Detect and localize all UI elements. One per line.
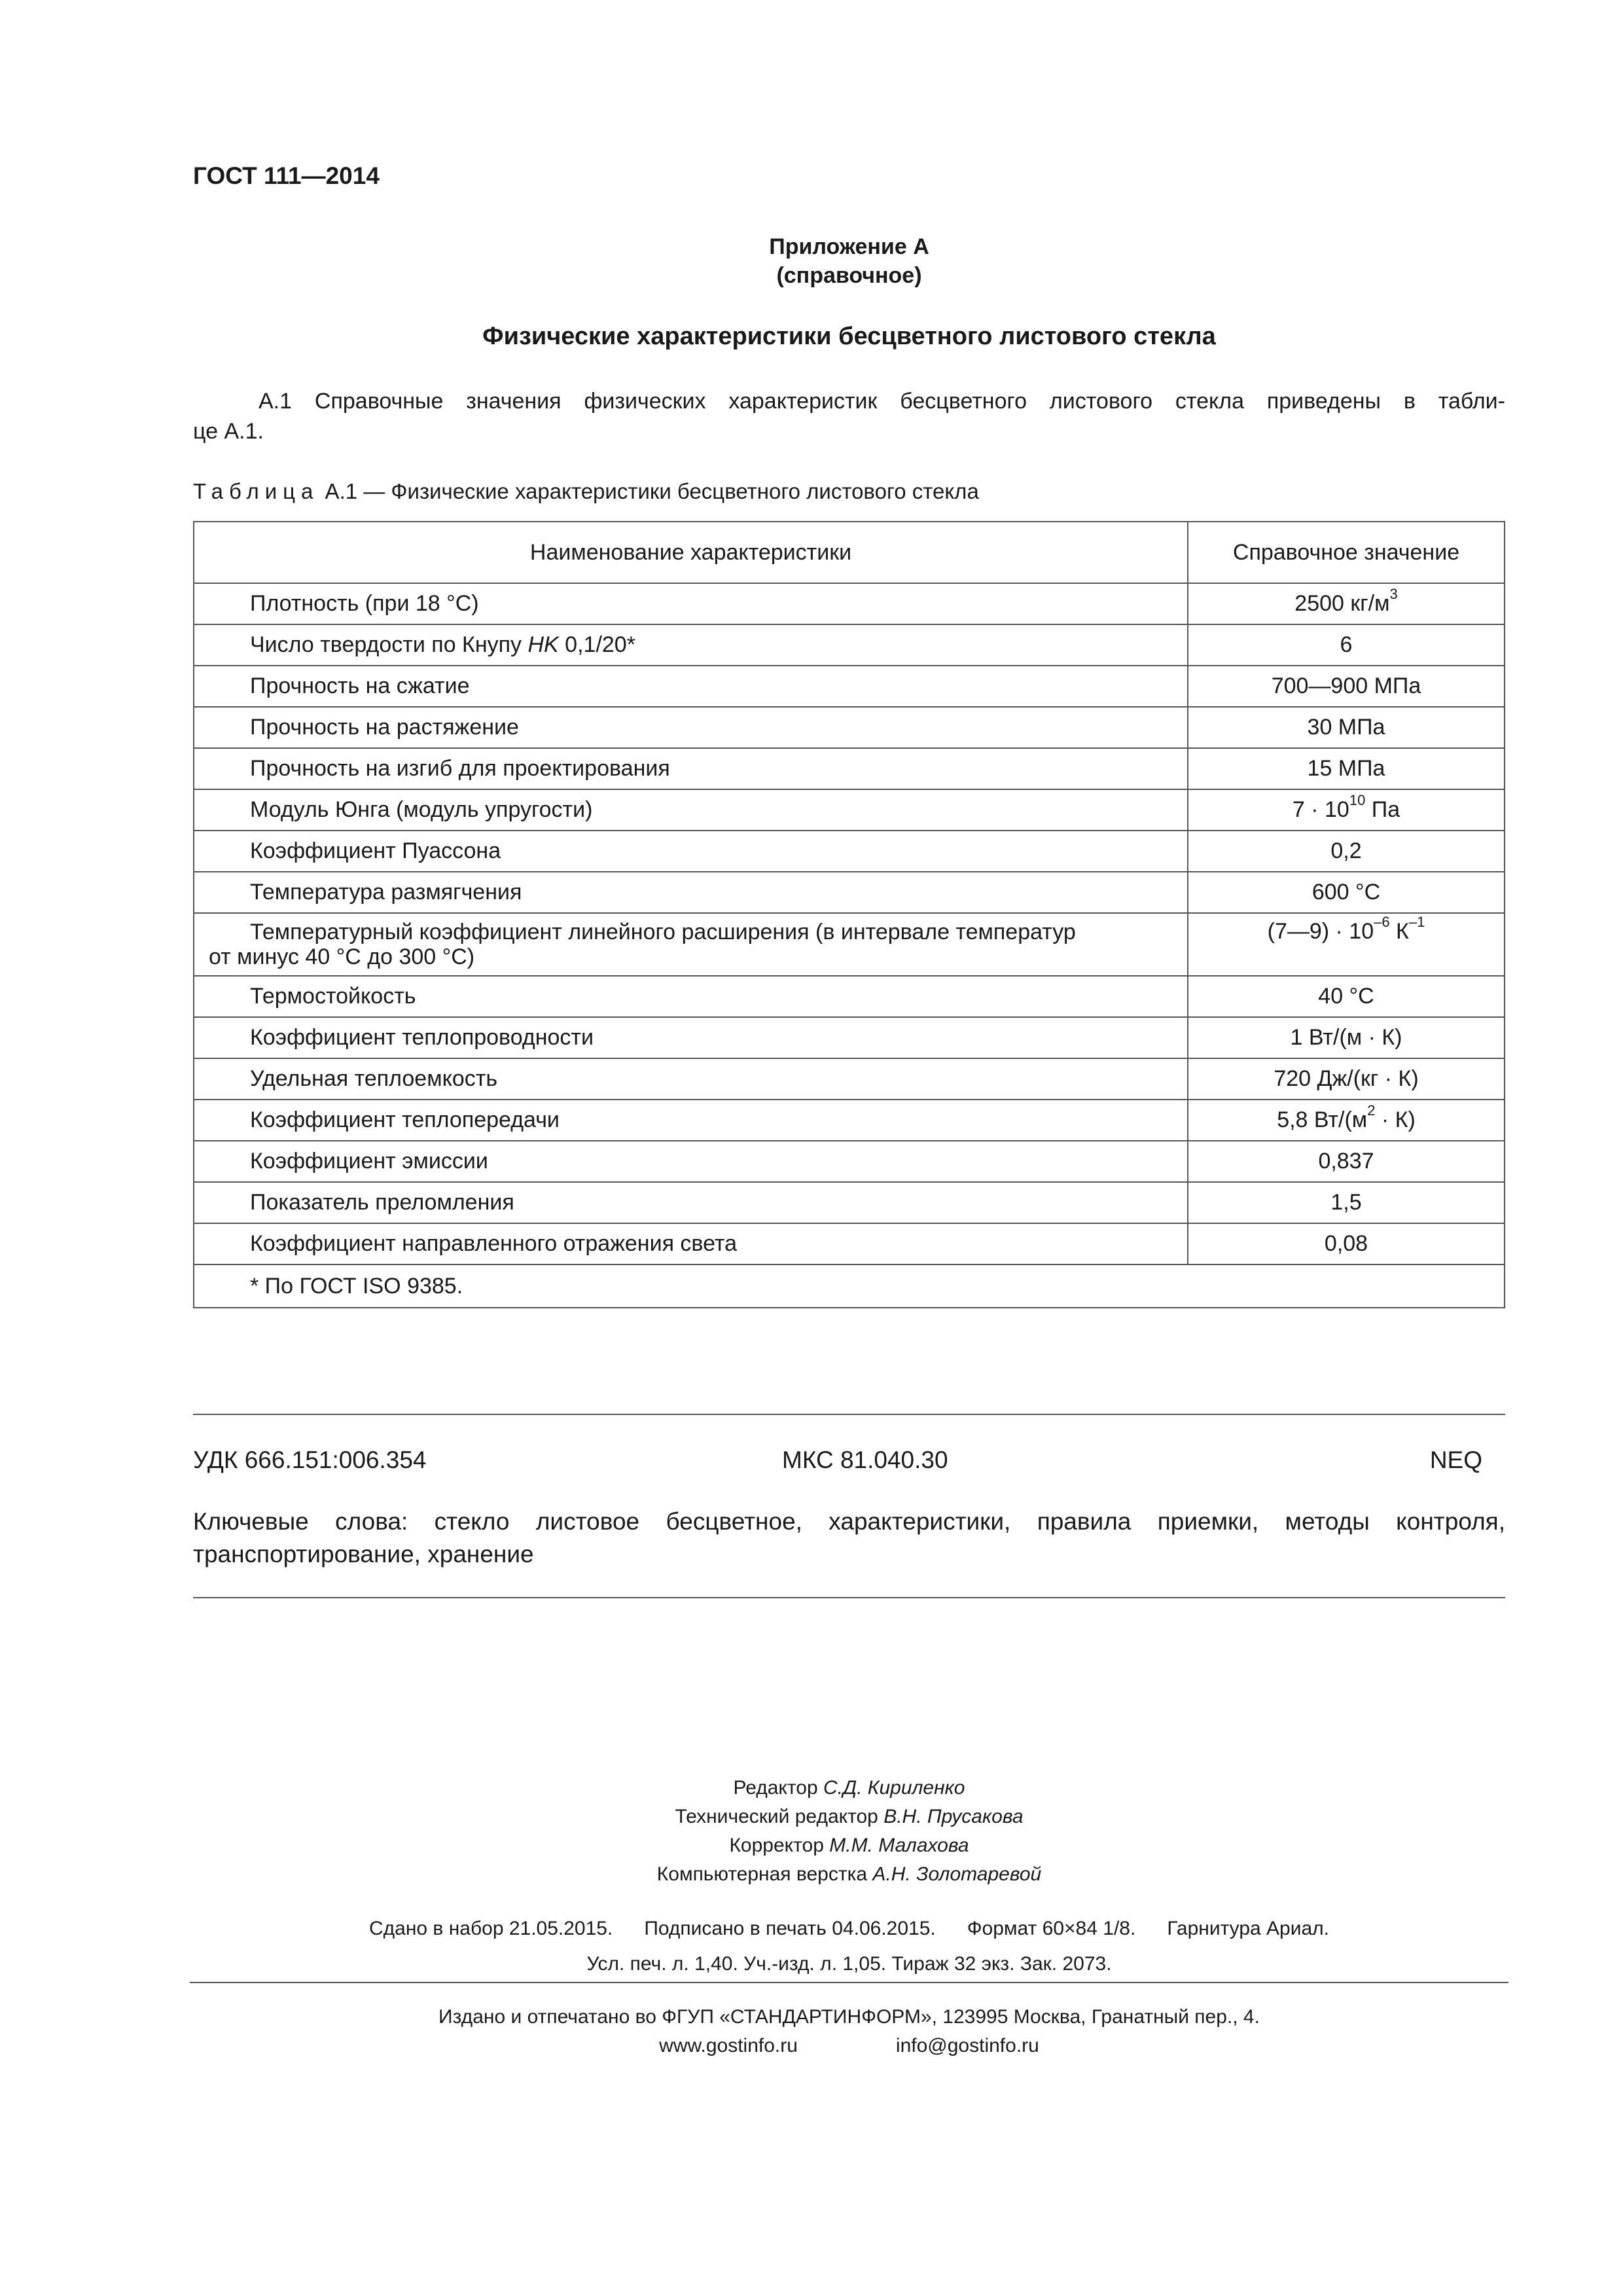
divider-top <box>193 1414 1505 1415</box>
appendix-type: (справочное) <box>776 263 922 288</box>
table-row <box>194 748 1505 789</box>
name-line-2: от минус 40 °С до 300 °С) <box>209 944 475 969</box>
value-unit: Па <box>1365 797 1400 822</box>
credit-name: А.Н. Золотаревой <box>872 1863 1042 1885</box>
table-row <box>194 1017 1505 1058</box>
website-link[interactable]: www.gostinfo.ru <box>659 2035 798 2056</box>
row-name: Температура размягчения <box>194 872 1188 913</box>
row-name: Показатель преломления <box>194 1182 1188 1223</box>
header-characteristic: Наименование характеристики <box>194 522 1188 583</box>
table-row <box>194 1141 1505 1182</box>
credit-role: Компьютерная верстка <box>656 1863 873 1885</box>
document-code: ГОСТ 111—2014 <box>193 162 380 189</box>
row-value: 0,2 <box>1188 831 1505 872</box>
table-footnote-row <box>194 1265 1505 1308</box>
table-caption-text: А.1 — Физические характеристики бесцветного листового стекла <box>319 479 979 503</box>
value-text: (7—9) · 10 <box>1267 919 1374 944</box>
properties-table <box>193 521 1505 1308</box>
row-name: Прочность на сжатие <box>194 666 1188 707</box>
row-name: Плотность (при 18 °С) <box>194 583 1188 624</box>
credit-role: Технический редактор <box>675 1806 884 1827</box>
value-text: 5,8 Вт/(м <box>1277 1107 1368 1132</box>
appendix-heading <box>193 232 1505 290</box>
name-line-1: Температурный коэффициент линейного расширения (в интервале температур <box>250 920 1076 944</box>
submitted-date: Сдано в набор 21.05.2015. <box>368 1918 613 1939</box>
row-name: Прочность на растяжение <box>194 707 1188 748</box>
divider-bottom <box>193 1597 1505 1598</box>
credit-line <box>193 1831 1505 1860</box>
credit-line <box>193 1774 1505 1803</box>
row-name: Коэффициент теплопроводности <box>194 1017 1188 1058</box>
value-sup: 2 <box>1367 1102 1376 1119</box>
name-italic: HK <box>527 632 559 657</box>
credit-name: С.Д. Кириленко <box>823 1777 965 1799</box>
row-name: Удельная теплоемкость <box>194 1058 1188 1100</box>
credit-name: В.Н. Прусакова <box>883 1806 1024 1827</box>
row-value <box>1188 789 1505 831</box>
imprint <box>193 1911 1505 1982</box>
appendix-title: Физические характеристики бесцветного листового стекла <box>482 323 1216 350</box>
keywords <box>193 1505 1505 1571</box>
keywords-line-2: транспортирование, хранение <box>193 1541 534 1568</box>
row-value: 40 °С <box>1188 976 1505 1017</box>
value-unit: К <box>1389 919 1409 944</box>
row-value: 700—900 МПа <box>1188 666 1505 707</box>
divider-imprint <box>190 1982 1508 1983</box>
row-name: Термостойкость <box>194 976 1188 1017</box>
row-name <box>194 624 1188 666</box>
typeface: Гарнитура Ариал. <box>1167 1918 1330 1939</box>
row-value: 720 Дж/(кг · К) <box>1188 1058 1505 1100</box>
table-row <box>194 872 1505 913</box>
imprint-line-1: Сдано в набор 21.05.2015. Подписано в печать 04.06.2015. Формат 60×84 1/8. Гарнитура Ариал. <box>368 1918 1330 1939</box>
value-sup: –6 <box>1374 913 1390 930</box>
row-value: 600 °С <box>1188 872 1505 913</box>
name-text: Число твердости по Кнупу <box>250 632 528 657</box>
paragraph-line-1: А.1 Справочные значения физических характеристик бесцветного листового стекла приведены в табли- <box>259 389 1505 414</box>
row-name <box>194 913 1188 976</box>
neq-label: NEQ <box>1429 1446 1482 1473</box>
value-sup: 3 <box>1389 585 1398 602</box>
udk-code: УДК 666.151:006.354 <box>193 1446 427 1473</box>
paragraph-line-2: це А.1. <box>193 419 264 444</box>
keywords-line-1: Ключевые слова: стекло листовое бесцветное, характеристики, правила приемки, методы контроля, <box>193 1508 1505 1535</box>
publisher-info <box>193 2003 1505 2060</box>
row-value: 0,837 <box>1188 1141 1505 1182</box>
table-row <box>194 976 1505 1017</box>
header-value: Справочное значение <box>1188 522 1505 583</box>
row-value: 30 МПа <box>1188 707 1505 748</box>
value-text: 7 · 10 <box>1292 797 1349 822</box>
table-row <box>194 1182 1505 1223</box>
row-name: Прочность на изгиб для проектирования <box>194 748 1188 789</box>
row-name: Коэффициент Пуассона <box>194 831 1188 872</box>
credit-role: Корректор <box>729 1835 830 1856</box>
table-caption <box>193 479 979 504</box>
row-value: 15 МПа <box>1188 748 1505 789</box>
format-fraction: 1/8 <box>1103 1918 1130 1939</box>
publisher-contacts <box>193 2032 1505 2060</box>
credit-line <box>193 1860 1505 1889</box>
table-row <box>194 624 1505 666</box>
value-sup: 10 <box>1349 791 1366 808</box>
table-row <box>194 666 1505 707</box>
table-row <box>194 1223 1505 1265</box>
row-name: Коэффициент теплопередачи <box>194 1100 1188 1141</box>
value-unit: · К) <box>1375 1107 1416 1132</box>
row-value: 0,08 <box>1188 1223 1505 1265</box>
credit-line <box>193 1803 1505 1831</box>
row-value <box>1188 1100 1505 1141</box>
table-row <box>194 913 1505 976</box>
row-name: Коэффициент эмиссии <box>194 1141 1188 1182</box>
row-value: 1,5 <box>1188 1182 1505 1223</box>
table-row <box>194 789 1505 831</box>
imprint-line-2: Усл. печ. л. 1,40. Уч.-изд. л. 1,05. Тираж 32 экз. Зак. 2073. <box>586 1953 1112 1975</box>
credit-name: М.М. Малахова <box>829 1835 969 1856</box>
row-value: 1 Вт/(м · К) <box>1188 1017 1505 1058</box>
table-caption-word: Таблица <box>193 479 319 503</box>
table-row <box>194 831 1505 872</box>
row-name: Коэффициент направленного отражения света <box>194 1223 1188 1265</box>
value-sup-2: –1 <box>1408 913 1425 930</box>
value-text: 2500 кг/м <box>1294 591 1390 616</box>
table-row <box>194 583 1505 624</box>
row-name: Модуль Юнга (модуль упругости) <box>194 789 1188 831</box>
table-header-row <box>194 522 1505 583</box>
table-row <box>194 707 1505 748</box>
table-footnote: * По ГОСТ ISO 9385. <box>194 1265 1505 1308</box>
paragraph-a1 <box>193 386 1505 446</box>
credit-role: Редактор <box>733 1777 823 1799</box>
publisher-line: Издано и отпечатано во ФГУП «СТАНДАРТИНФОРМ», 123995 Москва, Гранатный пер., 4. <box>438 2006 1260 2028</box>
table-row <box>194 1100 1505 1141</box>
mks-code: МКС 81.040.30 <box>782 1446 948 1473</box>
format: Формат 60×84 <box>967 1918 1097 1939</box>
name-text-post: 0,1/20* <box>558 632 635 657</box>
signed-date: Подписано в печать 04.06.2015. <box>644 1918 936 1939</box>
table-row <box>194 1058 1505 1100</box>
row-value <box>1188 583 1505 624</box>
row-value: 6 <box>1188 624 1505 666</box>
appendix-label: Приложение А <box>769 234 929 259</box>
row-value <box>1188 913 1505 976</box>
editorial-credits <box>193 1774 1505 1889</box>
email-link[interactable]: info@gostinfo.ru <box>895 2035 1039 2056</box>
